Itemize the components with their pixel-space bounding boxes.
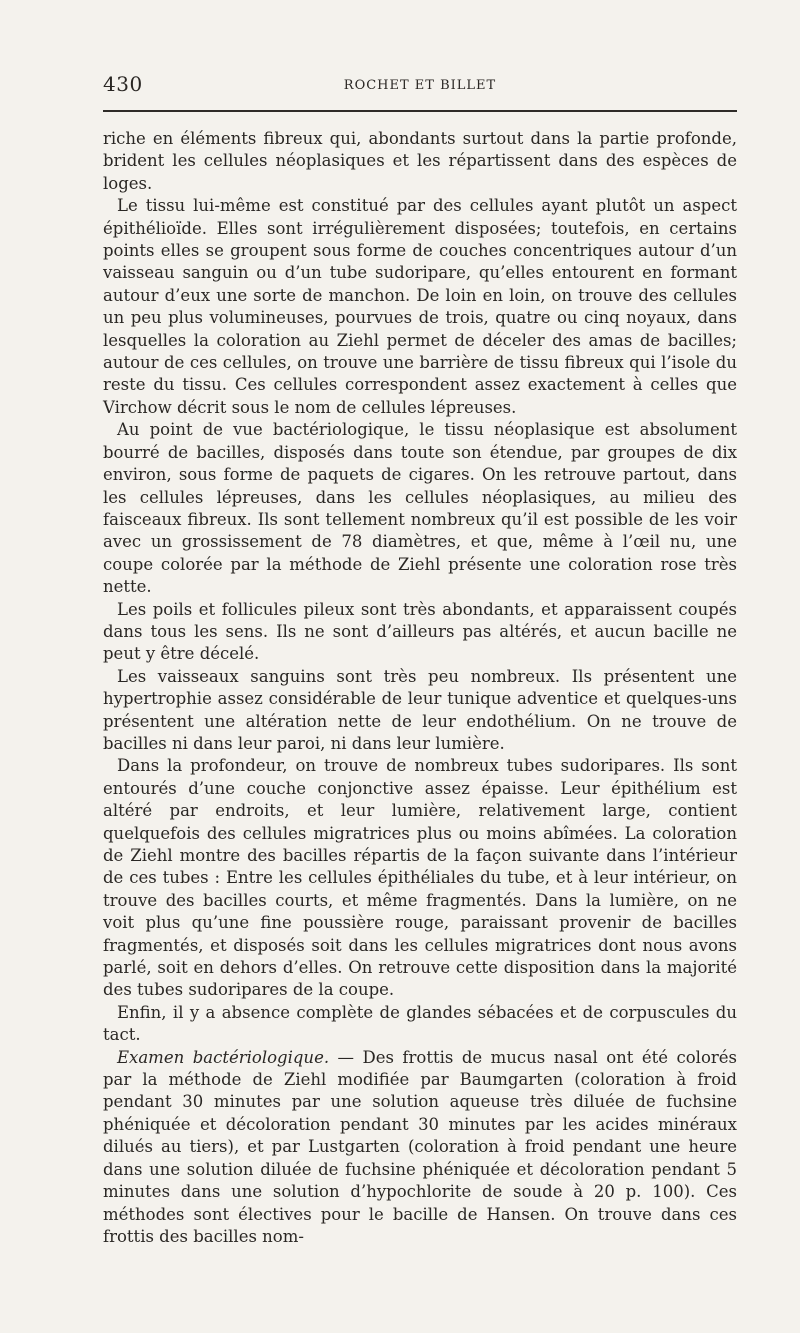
section-lead: Examen bactériologique.: [117, 1047, 330, 1067]
page-number: 430: [103, 72, 143, 96]
paragraph: Enfin, il y a absence complète de glandes sébacées et de corpuscules du tact.: [103, 1002, 737, 1045]
paragraph: [103, 1047, 737, 1249]
paragraph: Dans la profondeur, on trouve de nombreux tubes sudoripares. Ils sont entourés d’une couche conjonctive assez épaisse. Leur épithélium est altéré par endroits, et leur lumière, relativement large, contient quelquefois des cellules migratrices plus ou moins abîmées. La coloration de Ziehl montre des bacilles répartis de la façon suivante dans l’intérieur de ces tubes : Entre les cellules épithéliales du tube, et à leur intérieur, on trouve des bacilles courts, et même fragmentés. Dans la lumière, on ne voit plus qu’une fine poussière rouge, paraissant provenir de bacilles fragmentés, et disposés soit dans les cellules migratrices dont nous avons parlé, soit en dehors d’elles. On retrouve cette disposition dans la majorité des tubes sudoripares de la coupe.: [103, 756, 737, 1000]
paragraph: Les vaisseaux sanguins sont très peu nombreux. Ils présentent une hypertrophie assez considérable de leur tunique adventice et quelques-uns présentent une altération nette de leur endothélium. On ne trouve de bacilles ni dans leur paroi, ni dans leur lumière.: [103, 666, 737, 753]
running-head: ROCHET ET BILLET: [343, 78, 497, 93]
paragraph: riche en éléments fibreux qui, abondants surtout dans la partie profonde, brident les cellules néoplasiques et les répartissent dans des espèces de loges.: [103, 129, 737, 193]
page-header: [103, 72, 737, 102]
paragraph-text: — Des frottis de mucus nasal ont été colorés par la méthode de Ziehl modifiée par Baumgarten (coloration à froid pendant 30 minutes par une solution aqueuse très diluée de fuchsine phéniquée et décoloration pendant 30 minutes par les acides minéraux dilués au tiers), et par Lustgarten (coloration à froid pendant une heure dans une solution diluée de fuchsine phéniquée et décoloration pendant 5 minutes dans une solution d’hypochlorite de soude à 20 p. 100). Ces méthodes sont électives pour le bacille de Hansen. On trouve dans ces frottis des bacilles nom-: [103, 1047, 737, 1246]
paragraph: Les poils et follicules pileux sont très abondants, et apparaissent coupés dans tous les sens. Ils ne sont d’ailleurs pas altérés, et aucun bacille ne peut y être décelé.: [103, 599, 737, 664]
body-text: [103, 128, 737, 1248]
header-rule: [103, 110, 737, 112]
paragraph: Le tissu lui-même est constitué par des cellules ayant plutôt un aspect épithélioïde. Elles sont irrégulièrement disposées; toutefois, en certains points elles se groupent sous forme de couches concentriques autour d’un vaisseau sanguin ou d’un tube sudoripare, qu’elles entourent en formant autour d’eux une sorte de manchon. De loin en loin, on trouve des cellules un peu plus volumineuses, pourvues de trois, quatre ou cinq noyaux, dans lesquelles la coloration au Ziehl permet de déceler des amas de bacilles; autour de ces cellules, on trouve une barrière de tissu fibreux qui l’isole du reste du tissu. Ces cellules correspondent assez exactement à celles que Virchow décrit sous le nom de cellules lépreuses.: [103, 196, 737, 417]
paragraph: Au point de vue bactériologique, le tissu néoplasique est absolument bourré de bacilles, disposés dans toute son étendue, par groupes de dix environ, sous forme de paquets de cigares. On les retrouve partout, dans les cellules lépreuses, dans les cellules néoplasiques, au milieu des faisceaux fibreux. Ils sont tellement nombreux qu’il est possible de les voir avec un grossissement de 78 diamètres, et que, même à l’œil nu, une coupe colorée par la méthode de Ziehl présente une coloration rose très nette.: [103, 420, 737, 597]
